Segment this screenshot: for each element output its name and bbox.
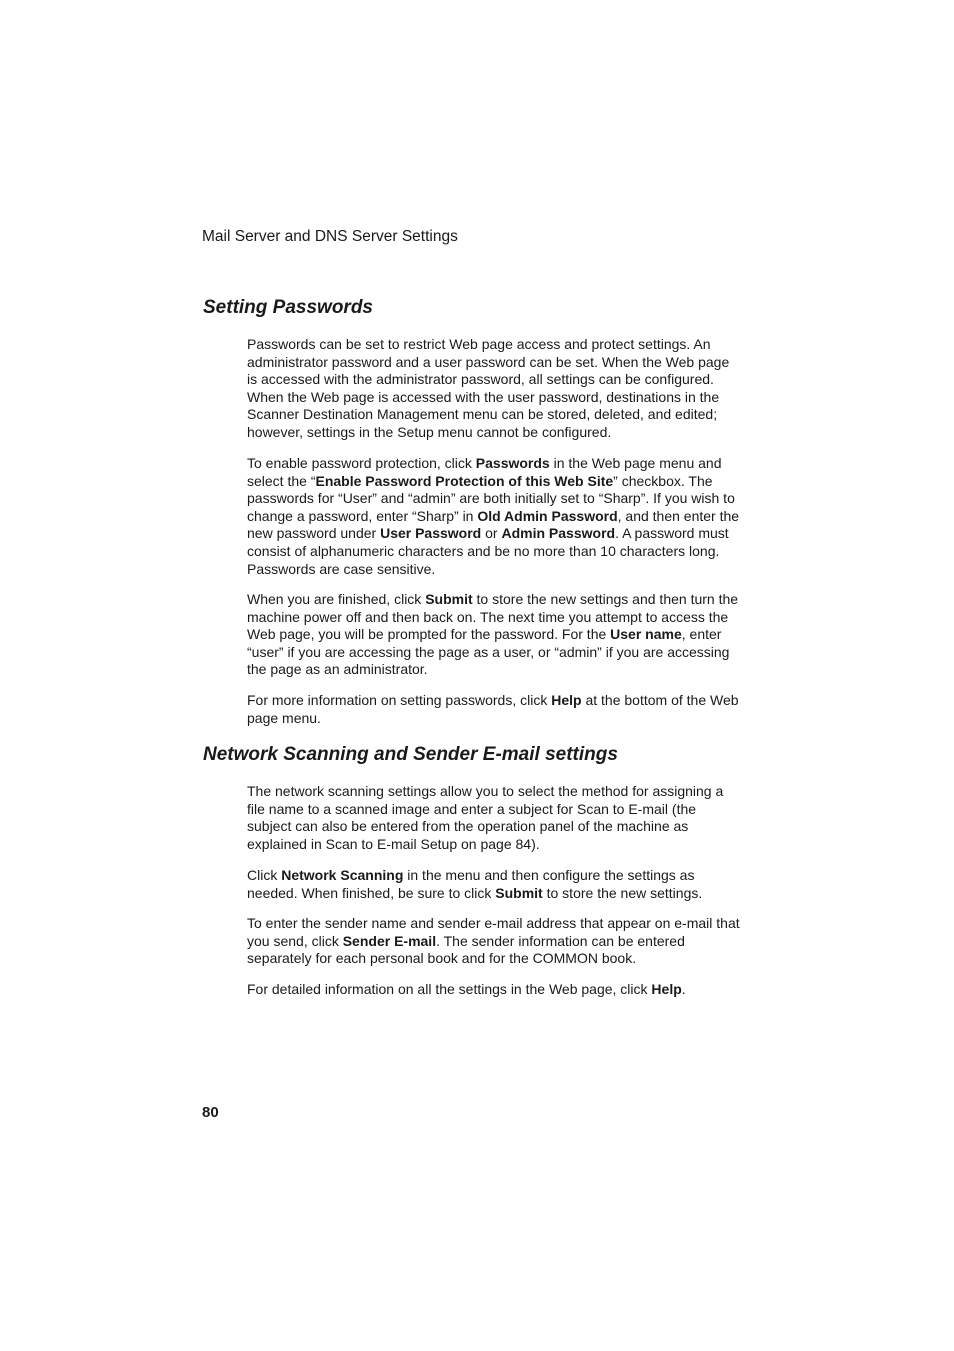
bold-term: Enable Password Protection of this Web Site [315, 472, 614, 489]
text-run: in the menu and then configure the settings as needed. When finished, be sure to click [247, 867, 695, 901]
bold-term: Sender E-mail [342, 932, 437, 949]
text-run: To enter the sender name and sender e-mail address that appear on e-mail that you send, click [247, 915, 740, 949]
paragraph-network-scanning-menu [247, 867, 742, 902]
bold-term: Help [651, 981, 682, 997]
paragraph-network-scanning-intro [247, 783, 742, 853]
paragraph-passwords-intro [247, 336, 742, 442]
paragraph-submit-restart [247, 591, 742, 679]
text-run: To enable password protection, click [247, 455, 476, 471]
text-run: When you are finished, click [247, 591, 426, 607]
bold-term: Passwords [475, 455, 550, 471]
paragraph-enable-protection [247, 455, 742, 578]
bold-term: Help [551, 692, 582, 708]
bold-term: Submit [425, 591, 473, 607]
text-run: , and then enter the new password under [247, 507, 740, 542]
text-run: Click [247, 867, 282, 883]
bold-term: User Password [380, 525, 482, 542]
text-run: . A password must consist of alphanumeric characters and be no more than 10 characters long. Passwords are case sensitive. [247, 525, 729, 577]
text-run: For more information on setting passwords, click [247, 692, 552, 708]
text-run: at the bottom of the Web page menu. [247, 692, 739, 726]
text-run: , enter “user” if you are accessing the page as a user, or “admin” if you are accessing the page as an administrator. [247, 626, 730, 678]
paragraph-settings-help [247, 981, 742, 999]
text-run: to store the new settings and then turn the machine power off and then back on. The next time you attempt to access the Web page, you will be prompted for the password. For the [247, 591, 739, 643]
paragraph-passwords-help [247, 692, 742, 727]
text-run: The network scanning settings allow you to select the method for assigning a file name to a scanned image and enter a subject for Scan to E-mail (the subject can also be entered from the operation panel of the machine as explained in Scan to E-mail Setup on page 84). [247, 783, 724, 852]
text-run: in the Web page menu and select the “ [247, 455, 722, 489]
text-run: or [481, 525, 502, 542]
bold-term: Submit [495, 884, 543, 901]
section-heading-setting-passwords: Setting Passwords [203, 297, 373, 318]
page-number: 80 [202, 1104, 219, 1121]
text-run: ” checkbox. The passwords for “User” and “admin” are both initially set to “Sharp”. If you wish to change a password, enter “Sharp” in [247, 472, 735, 524]
text-run: . The sender information can be entered separately for each personal book and for the COMMON book. [247, 932, 685, 967]
bold-term: Old Admin Password [477, 507, 618, 524]
bold-term: Network Scanning [281, 867, 404, 883]
text-run: Passwords can be set to restrict Web page access and protect settings. An administrator password and a user password can be set. When the Web page is accessed with the administrator password, all settings can be configured. When the Web page is accessed with the user password, destinations in the Scanner Destination Management menu can be stored, deleted, and edited; however, settings in the Setup menu cannot be configured. [247, 336, 730, 440]
text-run: . [681, 981, 686, 997]
running-header: Mail Server and DNS Server Settings [202, 228, 458, 245]
text-run: For detailed information on all the settings in the Web page, click [247, 981, 652, 997]
section-heading-network-scanning: Network Scanning and Sender E-mail settings [203, 744, 618, 765]
bold-term: User name [610, 626, 682, 643]
bold-term: Admin Password [501, 525, 616, 542]
paragraph-sender-email [247, 915, 742, 968]
text-run: to store the new settings. [542, 884, 703, 901]
